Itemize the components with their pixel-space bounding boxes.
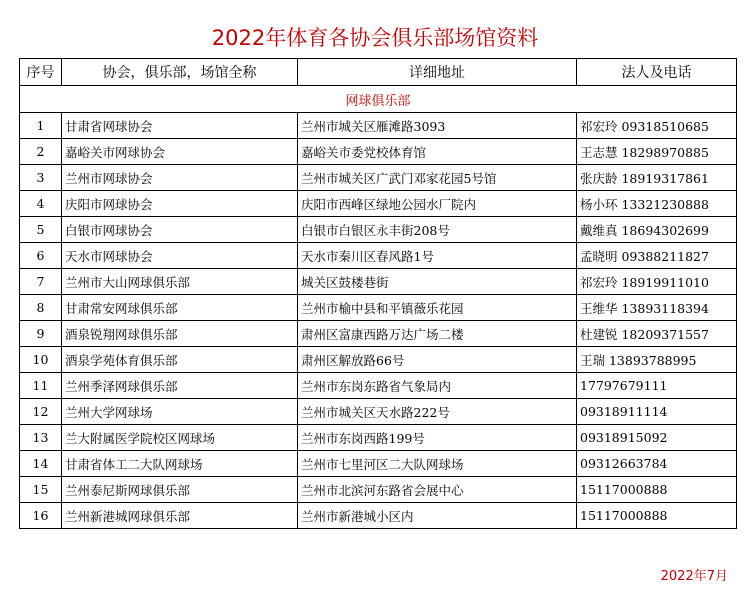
cell-no: 3 <box>20 165 62 191</box>
cell-no: 4 <box>20 191 62 217</box>
cell-name: 甘肃省网球协会 <box>62 113 298 139</box>
page-title: 2022年体育各协会俱乐部场馆资料 <box>211 26 539 50</box>
table-row <box>20 425 737 451</box>
cell-address: 嘉峪关市委党校体育馆 <box>298 139 577 165</box>
table-row <box>20 373 737 399</box>
cell-address: 肃州区富康西路万达广场二楼 <box>298 321 577 347</box>
cell-no: 15 <box>20 477 62 503</box>
cell-contact: 09318911114 <box>577 399 737 425</box>
cell-name: 兰州大学网球场 <box>62 399 298 425</box>
cell-contact: 祁宏玲 09318510685 <box>577 113 737 139</box>
cell-contact: 杜建锐 18209371557 <box>577 321 737 347</box>
cell-address: 兰州市城关区雁滩路3093 <box>298 113 577 139</box>
cell-address: 兰州市城关区广武门邓家花园5号馆 <box>298 165 577 191</box>
header-no: 序号 <box>20 59 62 86</box>
cell-no: 16 <box>20 503 62 529</box>
cell-name: 酒泉学苑体育俱乐部 <box>62 347 298 373</box>
cell-address: 兰州市城关区天水路222号 <box>298 399 577 425</box>
cell-contact: 王维华 13893118394 <box>577 295 737 321</box>
cell-no: 12 <box>20 399 62 425</box>
cell-contact: 15117000888 <box>577 503 737 529</box>
section-title: 网球俱乐部 <box>20 86 737 113</box>
cell-no: 5 <box>20 217 62 243</box>
cell-contact: 15117000888 <box>577 477 737 503</box>
cell-name: 兰州新港城网球俱乐部 <box>62 503 298 529</box>
cell-no: 6 <box>20 243 62 269</box>
cell-no: 8 <box>20 295 62 321</box>
cell-name: 白银市网球协会 <box>62 217 298 243</box>
table-row <box>20 477 737 503</box>
cell-address: 白银市白银区永丰街208号 <box>298 217 577 243</box>
cell-contact: 祁宏玲 18919911010 <box>577 269 737 295</box>
cell-no: 7 <box>20 269 62 295</box>
cell-contact: 17797679111 <box>577 373 737 399</box>
cell-address: 肃州区解放路66号 <box>298 347 577 373</box>
cell-name: 庆阳市网球协会 <box>62 191 298 217</box>
table-row <box>20 165 737 191</box>
table-row <box>20 113 737 139</box>
cell-address: 兰州市榆中县和平镇薇乐花园 <box>298 295 577 321</box>
cell-name: 兰州泰尼斯网球俱乐部 <box>62 477 298 503</box>
cell-name: 甘肃常安网球俱乐部 <box>62 295 298 321</box>
table-row <box>20 191 737 217</box>
header-address: 详细地址 <box>298 59 577 86</box>
cell-contact: 戴维真 18694302699 <box>577 217 737 243</box>
cell-contact: 杨小环 13321230888 <box>577 191 737 217</box>
section-row <box>20 86 737 113</box>
cell-contact: 09318915092 <box>577 425 737 451</box>
table-row <box>20 503 737 529</box>
cell-contact: 王瑞 13893788995 <box>577 347 737 373</box>
cell-name: 酒泉锐翔网球俱乐部 <box>62 321 298 347</box>
cell-address: 庆阳市西峰区绿地公园水厂院内 <box>298 191 577 217</box>
cell-no: 11 <box>20 373 62 399</box>
cell-address: 天水市秦川区春风路1号 <box>298 243 577 269</box>
cell-no: 10 <box>20 347 62 373</box>
cell-address: 兰州市北滨河东路省会展中心 <box>298 477 577 503</box>
cell-no: 14 <box>20 451 62 477</box>
cell-address: 兰州市东岗东路省气象局内 <box>298 373 577 399</box>
table-row <box>20 399 737 425</box>
cell-name: 甘肃省体工二大队网球场 <box>62 451 298 477</box>
table-header-row <box>20 59 737 86</box>
cell-name: 兰州市大山网球俱乐部 <box>62 269 298 295</box>
cell-no: 1 <box>20 113 62 139</box>
table-row <box>20 295 737 321</box>
cell-no: 13 <box>20 425 62 451</box>
cell-name: 兰州季泽网球俱乐部 <box>62 373 298 399</box>
cell-address: 兰州市东岗西路199号 <box>298 425 577 451</box>
document-date: 2022年7月 <box>660 569 728 584</box>
club-table <box>19 58 737 529</box>
cell-address: 兰州市七里河区二大队网球场 <box>298 451 577 477</box>
cell-contact: 09312663784 <box>577 451 737 477</box>
table-row <box>20 451 737 477</box>
cell-no: 9 <box>20 321 62 347</box>
cell-name: 兰州市网球协会 <box>62 165 298 191</box>
cell-contact: 王志慧 18298970885 <box>577 139 737 165</box>
header-contact: 法人及电话 <box>577 59 737 86</box>
cell-name: 兰大附属医学院校区网球场 <box>62 425 298 451</box>
cell-contact: 张庆龄 18919317861 <box>577 165 737 191</box>
table-row <box>20 347 737 373</box>
table-row <box>20 243 737 269</box>
cell-contact: 孟晓明 09388211827 <box>577 243 737 269</box>
cell-name: 嘉峪关市网球协会 <box>62 139 298 165</box>
table-row <box>20 139 737 165</box>
table-row <box>20 269 737 295</box>
table-row <box>20 217 737 243</box>
header-name: 协会，俱乐部，场馆全称 <box>62 59 298 86</box>
cell-address: 城关区鼓楼巷街 <box>298 269 577 295</box>
cell-no: 2 <box>20 139 62 165</box>
table-row <box>20 321 737 347</box>
cell-address: 兰州市新港城小区内 <box>298 503 577 529</box>
cell-name: 天水市网球协会 <box>62 243 298 269</box>
